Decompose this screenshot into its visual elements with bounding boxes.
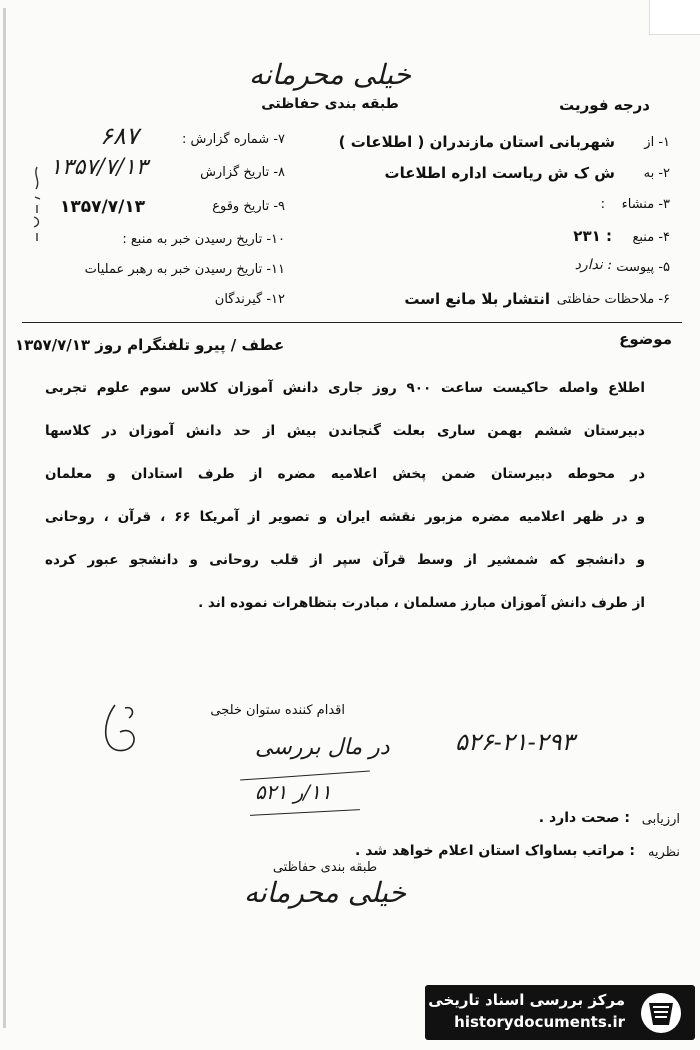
margin-scribble [30, 165, 44, 245]
header-divider [22, 322, 682, 323]
handwritten-note: در مال بررسی [255, 735, 390, 760]
classification-label-top: طبقه بندی حفاظتی [261, 96, 399, 112]
body-line: دبیرستان ششم بهمن ساری بعلت گنجاندن بیش از حد دانش آموزان در کلاسها [45, 423, 645, 439]
handwritten-file-number: ۵۲۶-۲۱-۲۹۳ [455, 728, 575, 756]
handwritten-underline-2 [250, 809, 360, 816]
body-line: در محوطه دبیرستان ضمن پخش اعلامیه مضره از طرف استادان و معلمان [45, 466, 645, 482]
subject-reference: عطف / پیرو تلفنگرام روز ۱۳۵۷/۷/۱۳ [15, 336, 285, 354]
field-security-value: انتشار بلا مانع است [404, 290, 550, 308]
opinion-label: نظریه [647, 845, 680, 860]
bottom-stamp: خیلی محرمانه [243, 876, 407, 909]
field-from-label: ۱- از [644, 135, 670, 150]
archive-name: مرکز بررسی اسناد تاریخی [428, 991, 625, 1009]
priority-label: درجه فوریت [559, 96, 650, 114]
field-report-date-label: ۸- تاریخ گزارش [200, 165, 285, 180]
field-report-date-value: ۱۳۵۷/۷/۱۳ [50, 155, 148, 180]
field-from-value: شهربانی استان مازندران ( اطلاعات ) [338, 133, 615, 151]
paper-edge [3, 8, 6, 1028]
field-to-value: ش ک ش ریاست اداره اطلاعات [384, 164, 615, 182]
evaluation-label: ارزیابی [641, 812, 680, 827]
body-line: و در ظهر اعلامیه مضره مزبور نقشه ایران و تصویر از آمریکا ۶۶ ، قرآن ، روحانی [45, 509, 645, 525]
field-source-label: ۴- منبع [632, 230, 670, 245]
field-to-label: ۲- به [643, 166, 670, 181]
field-origin-value: : [600, 197, 605, 212]
evaluation-value: : صحت دارد . [538, 810, 630, 826]
field-security-label: ۶- ملاحظات حفاظتی [556, 292, 670, 307]
field-news-to-source-label: ۱۰- تاریخ رسیدن خبر به منبع : [122, 232, 285, 247]
field-event-date-value: ۱۳۵۷/۷/۱۳ [60, 197, 146, 217]
signature [95, 700, 155, 770]
field-news-to-leader-label: ۱۱- تاریخ رسیدن خبر به رهبر عملیات [84, 262, 285, 277]
archive-watermark [425, 985, 695, 1040]
field-attachment-value: : ندارد [574, 257, 612, 273]
action-officer: اقدام کننده ستوان خلجی [210, 703, 345, 718]
field-report-number-label: ۷- شماره گزارش : [181, 132, 285, 147]
field-recipients-label: ۱۲- گیرندگان [214, 292, 285, 307]
field-attachment-label: ۵- پیوست [616, 260, 670, 275]
top-stamp: خیلی محرمانه [248, 58, 412, 91]
handwritten-ref: ۱۱/ر ۵۲۱ [255, 780, 332, 804]
field-origin-label: ۳- منشاء [621, 197, 670, 212]
paper-corner [649, 0, 700, 35]
body-line: و دانشجو که شمشیر از وسط قرآن سپر از قلب روحانی و دانشجو عبور کرده [45, 552, 645, 568]
subject-label: موضوع [619, 330, 672, 348]
archive-logo-icon [639, 991, 683, 1035]
field-report-number-value: ۶۸۷ [100, 122, 139, 150]
archive-url: historydocuments.ir [454, 1013, 625, 1031]
field-event-date-label: ۹- تاریخ وقوع [212, 199, 285, 214]
body-line: اطلاع واصله حاکیست ساعت ۹۰۰ روز جاری دانش آموزان کلاس سوم علوم تجربی [45, 380, 645, 396]
classification-label-bottom: طبقه بندی حفاظتی [272, 860, 378, 875]
body-line: از طرف دانش آموزان مبارز مسلمان ، مبادرت بتظاهرات نموده اند . [198, 595, 645, 611]
opinion-value: : مراتب بساواک استان اعلام خواهد شد . [355, 843, 635, 859]
field-source-value: : ۲۳۱ [573, 227, 612, 245]
